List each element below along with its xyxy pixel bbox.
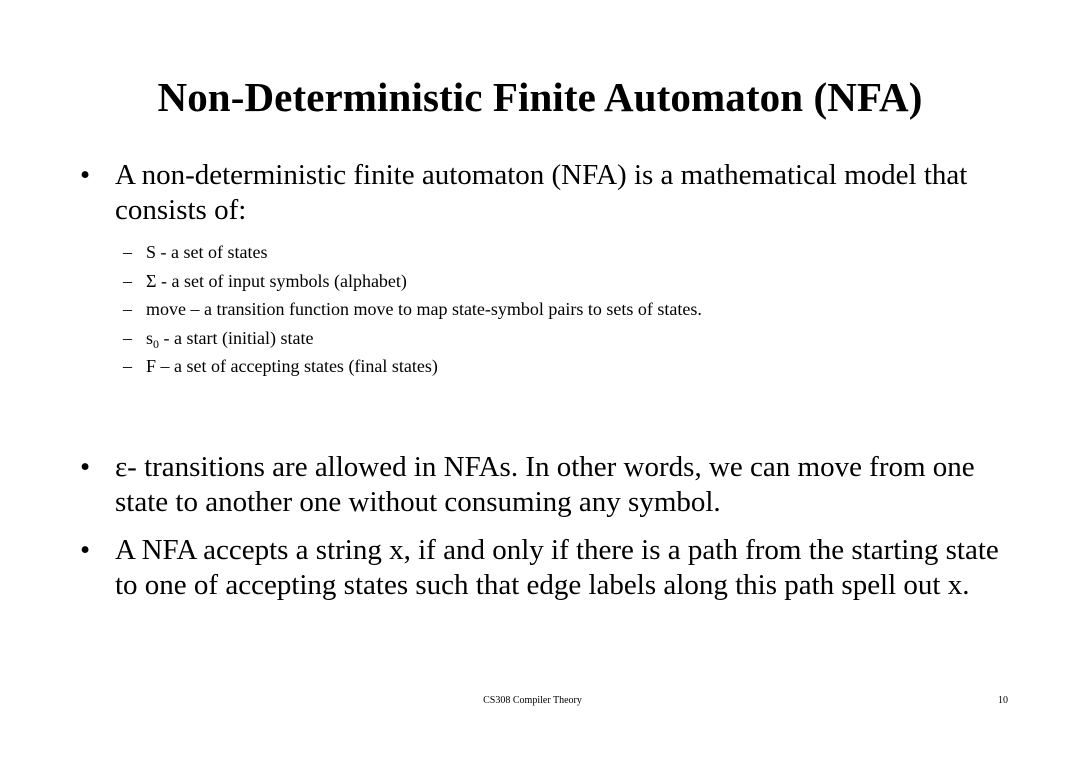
sub-item (123, 297, 983, 326)
sub-item-marker: – (123, 299, 132, 319)
sub-item (123, 354, 983, 383)
sub-item (123, 269, 983, 298)
sub-item-marker: – (123, 270, 132, 291)
sub-item-text: S - a set of states (146, 242, 268, 262)
sub-item (123, 240, 983, 269)
bullet-text: A NFA accepts a string x, if and only if there is a path from the starting state to one of accepting states such that edge labels along this path spell out x. (115, 534, 999, 601)
bullet-text: ε- transitions are allowed in NFAs. In other words, we can move from one state to another one without consuming any symbol. (115, 451, 975, 518)
bullet-text: A non-deterministic finite automaton (NFA) is a mathematical model that consists of: (115, 159, 968, 226)
sub-item-text (146, 326, 313, 350)
footer-course: CS308 Compiler Theory (483, 695, 582, 706)
start-state-symbol: s (146, 327, 154, 348)
start-state-subscript: 0 (153, 336, 160, 351)
bullet-marker: • (80, 451, 91, 483)
bullet-marker: • (80, 159, 91, 191)
page-number: 10 (998, 695, 1008, 706)
sub-item-text: Σ - a set of input symbols (alphabet) (146, 270, 407, 291)
sub-list (123, 240, 983, 383)
sub-item-marker: – (123, 242, 132, 262)
bullet-marker: • (80, 534, 91, 566)
slide-title: Non-Deterministic Finite Automaton (NFA) (157, 74, 923, 120)
sub-item-text: move – a transition function move to map state-symbol pairs to sets of states. (146, 299, 702, 319)
sub-item-marker: – (123, 327, 132, 348)
start-state-description: - a start (initial) state (159, 327, 314, 348)
sub-item-marker: – (123, 356, 132, 376)
sub-item (123, 326, 983, 355)
sub-item-text: F – a set of accepting states (final states) (146, 356, 438, 376)
